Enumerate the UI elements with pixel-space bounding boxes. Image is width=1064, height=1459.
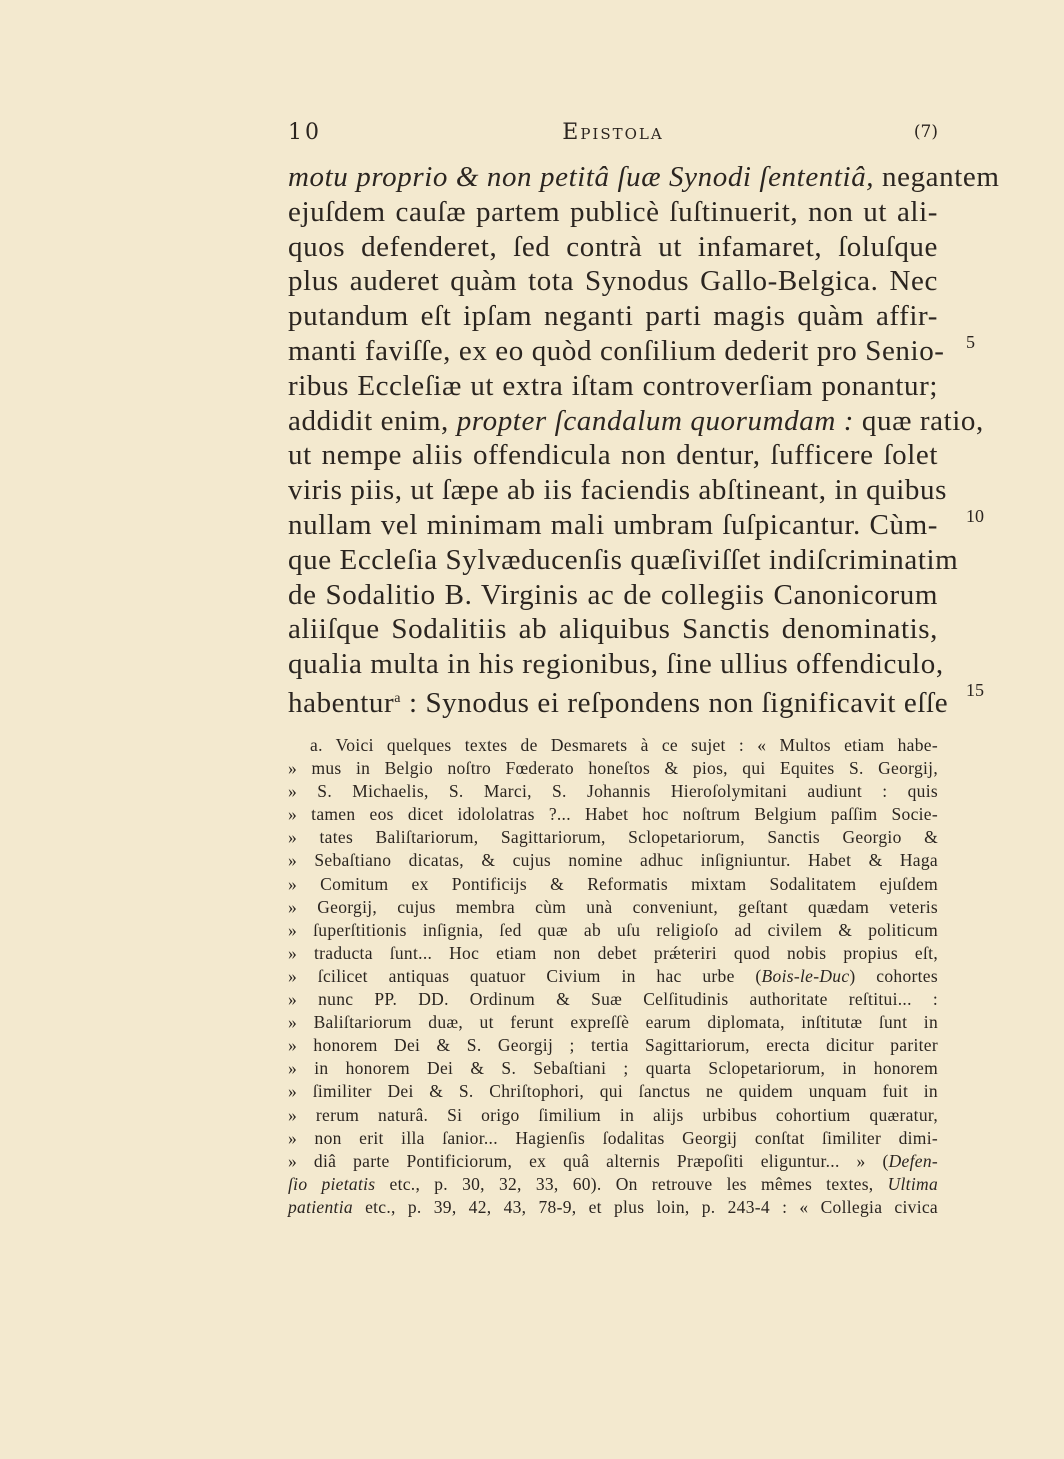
footnote-line: » ſimiliter Dei & S. Chriſtophori, qui ſanctus ne quidem unquam fuit in bbox=[288, 1081, 938, 1102]
footnote-line: » non erit illa ſanior... Hagienſis ſodalitas Georgij conſtat ſimiliter dimi- bbox=[288, 1127, 938, 1148]
footnote-line: » Baliſtariorum duæ, ut ferunt expreſſè earum diplomata, inſtitutæ ſunt in bbox=[288, 1012, 938, 1033]
italic-phrase: motu proprio & non petitâ ſuæ Synodi ſententiâ, bbox=[288, 161, 875, 193]
text-segment: addidit enim, bbox=[288, 404, 457, 437]
footnote-line: » in honorem Dei & S. Sebaſtiani ; quarta Sclopetariorum, in honorem bbox=[288, 1058, 938, 1079]
text-line: putandum eſt ipſam neganti parti magis quàm affir- bbox=[288, 300, 938, 333]
text-line: que Eccleſia Sylvæducenſis quæſiviſſet indiſcriminatim bbox=[288, 543, 959, 576]
text-segment: » ſcilicet antiquas quatuor Civium in hac urbe ( bbox=[288, 965, 762, 986]
text-segment: quæ ratio, bbox=[854, 404, 984, 437]
text-line: ribus Eccleſiæ ut extra iſtam controverſiam ponantur; bbox=[288, 369, 938, 402]
text-line: viris piis, ut ſæpe ab iis faciendis abſtineant, in quibus bbox=[288, 474, 948, 507]
footnote-line: » ſuperſtitionis inſignia, ſed quæ ab uſu religioſo ad civilem & politicum bbox=[288, 919, 938, 940]
text-line: ejuſdem cauſæ partem publicè ſuſtinuerit, non ut ali- bbox=[288, 195, 938, 228]
text-segment: : Synodus ei reſpondens non ſignificavit eſſe bbox=[401, 686, 949, 719]
footnote-line: » honorem Dei & S. Georgij ; tertia Sagittariorum, erecta dicitur pariter bbox=[288, 1035, 938, 1056]
footnote-line: » tates Baliſtariorum, Sagittariorum, Sclopetariorum, Sanctis Georgio & bbox=[288, 827, 938, 848]
folio-mark: (7) bbox=[913, 122, 938, 142]
text-line: plus auderet quàm tota Synodus Gallo-Belgica. Nec bbox=[288, 265, 938, 298]
footnote-line: » Sebaſtiano dicatas, & cujus nomine adhuc inſigniuntur. Habet & Haga bbox=[288, 850, 938, 871]
footnote-line: » mus in Belgio noſtro Fœderato honeſtos & pios, qui Equites S. Georgij, bbox=[288, 758, 938, 779]
text-segment: etc., p. 30, 32, 33, 60). On retrouve les mêmes textes, bbox=[375, 1173, 888, 1194]
text-segment: habentur bbox=[288, 686, 395, 719]
footnote-line: » Georgij, cujus membra cùm unà conveniunt, geſtant quædam veteris bbox=[288, 896, 938, 917]
text-line: de Sodalitio B. Virginis ac de collegiis Canonicorum bbox=[288, 578, 938, 611]
italic-phrase: Defen- bbox=[888, 1150, 938, 1171]
italic-phrase: Bois-le-Duc bbox=[761, 965, 850, 986]
text-line: quos defenderet, ſed contrà ut infamaret, ſoluſque bbox=[288, 230, 938, 263]
text-line bbox=[288, 404, 984, 439]
text-line bbox=[288, 160, 1000, 195]
text-line bbox=[288, 682, 949, 719]
italic-phrase: patientia bbox=[288, 1196, 353, 1217]
footnote-line bbox=[288, 965, 938, 988]
text-line: manti faviſſe, ex eo quòd conſilium dederit pro Senio- bbox=[288, 334, 945, 367]
footnote bbox=[288, 734, 938, 1219]
line-number-5: 5 bbox=[966, 332, 975, 352]
footnote-line bbox=[288, 1173, 938, 1196]
line-number-10: 10 bbox=[966, 506, 984, 526]
footnote-line bbox=[288, 1196, 938, 1219]
footnote-marker: a bbox=[394, 690, 402, 706]
footnote-line: » nunc PP. DD. Ordinum & Suæ Celſitudinis authoritate reſtitui... : bbox=[288, 989, 938, 1010]
text-line: ut nempe aliis offendicula non dentur, ſufficere ſolet bbox=[288, 439, 938, 472]
page-number: 10 bbox=[288, 120, 322, 145]
italic-phrase: ſio pietatis bbox=[288, 1173, 376, 1194]
text-segment: » diâ parte Pontificiorum, ex quâ alternis Præpoſiti eliguntur... » ( bbox=[288, 1150, 889, 1171]
footnote-line: » rerum naturâ. Si origo ſimilium in alijs urbibus cohortium quæratur, bbox=[288, 1104, 938, 1125]
text-segment: etc., p. 39, 42, 43, 78-9, et plus loin, p. 243-4 : « Collegia civica bbox=[352, 1196, 938, 1217]
footnote-line: a. Voici quelques textes de Desmarets à ce sujet : « Multos etiam habe- bbox=[310, 735, 938, 755]
running-head bbox=[288, 120, 938, 150]
footnote-line: » tamen eos dicet idololatras ?... Habet hoc noſtrum Belgium paſſim Socie- bbox=[288, 804, 938, 825]
italic-phrase: Ultima bbox=[887, 1173, 938, 1194]
running-title: Epistola bbox=[562, 120, 664, 145]
text-line: aliiſque Sodalitiis ab aliquibus Sanctis denominatis, bbox=[288, 613, 938, 646]
italic-phrase: propter ſcandalum quorumdam : bbox=[456, 404, 855, 437]
line-number-15: 15 bbox=[966, 680, 984, 700]
text-segment: negantem bbox=[874, 161, 1000, 193]
footnote-line bbox=[288, 1150, 938, 1173]
text-line: qualia multa in his regionibus, ſine ullius offendiculo, bbox=[288, 648, 944, 681]
footnote-line: » Comitum ex Pontificijs & Reformatis mixtam Sodalitatem ejuſdem bbox=[288, 873, 938, 894]
footnote-line: » S. Michaelis, S. Marci, S. Johannis Hieroſolymitani audiunt : quis bbox=[288, 781, 938, 802]
footnote-line: » traducta ſunt... Hoc etiam non debet prǽteriri quod nobis propius eſt, bbox=[288, 942, 938, 963]
text-segment: ) cohortes bbox=[849, 965, 938, 986]
text-line: nullam vel minimam mali umbram ſuſpicantur. Cùm- bbox=[288, 508, 938, 541]
